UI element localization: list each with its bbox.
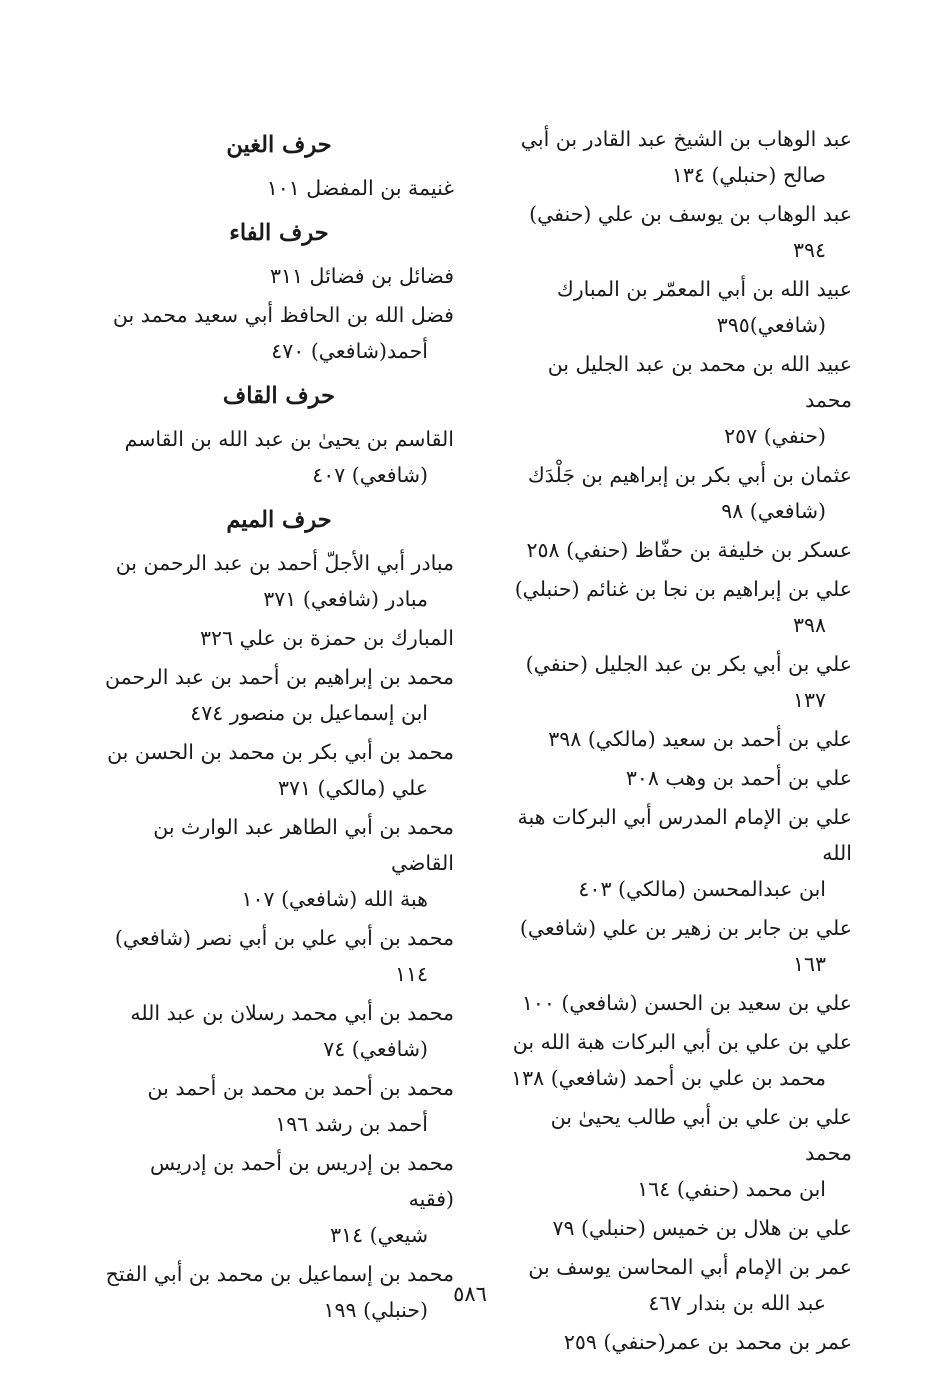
entry-line-2: ابن عبدالمحسن (مالكي) ٤٠٣ — [578, 877, 826, 901]
index-entry — [502, 457, 852, 529]
entry-line-2: ١٦٣ — [792, 952, 826, 976]
entry-line-1: المبارك بن حمزة بن علي ٣٢٦ — [200, 626, 454, 650]
entry-line-1: علي بن أحمد بن سعيد (مالكي) ٣٩٨ — [548, 727, 852, 751]
entry-line-1: عبد الوهاب بن الشيخ عبد القادر بن أبي — [520, 127, 852, 151]
entry-line-1: فضائل بن فضائل ٣١١ — [269, 264, 454, 288]
entry-line-2: محمد بن علي بن أحمد (شافعي) ١٣٨ — [511, 1066, 826, 1090]
section-heading: حرف الميم — [226, 507, 332, 533]
index-entry — [502, 1024, 852, 1096]
entry-line-1: محمد بن إدريس بن أحمد بن إدريس (فقيه — [150, 1151, 454, 1211]
entry-line-2: (شافعي) ٩٨ — [721, 499, 826, 523]
index-entry — [502, 985, 852, 1021]
entry-line-1: محمد بن إسماعيل بن محمد بن أبي الفتح — [105, 1262, 454, 1286]
entry-line-2: (شافعي) ٤٠٧ — [312, 463, 428, 487]
index-entry — [502, 271, 852, 343]
entry-line-2: صالح (حنبلي) ١٣٤ — [671, 163, 826, 187]
entry-line-2: (شافعي)٣٩٥ — [716, 313, 826, 337]
entry-line-2: (حنبلي) ١٩٩ — [323, 1298, 428, 1322]
entry-line-2: ابن إسماعيل بن منصور ٤٧٤ — [190, 701, 428, 725]
section-heading: حرف الفاء — [229, 220, 329, 246]
index-entry — [502, 571, 852, 643]
entry-line-2: ١٣٧ — [792, 688, 826, 712]
section-heading: حرف القاف — [222, 383, 336, 409]
entry-line-2: ١١٤ — [394, 962, 428, 986]
entry-line-2: علي (مالكي) ٣٧١ — [277, 776, 428, 800]
index-entry — [104, 920, 454, 992]
entry-line-2: (شافعي) ٧٤ — [323, 1037, 428, 1061]
index-entry — [104, 809, 454, 917]
entry-line-1: علي بن علي بن أبي طالب يحيىٰ بن محمد — [550, 1105, 852, 1165]
index-entry — [502, 1210, 852, 1246]
index-entry — [502, 799, 852, 907]
entry-line-1: مبادر أبي الأجلّ أحمد بن عبد الرحمن بن — [115, 551, 454, 575]
entry-line-1: علي بن هلال بن خميس (حنبلي) ٧٩ — [552, 1216, 852, 1240]
entry-line-2: ٣٩٤ — [792, 238, 826, 262]
entry-line-1: القاسم بن يحيىٰ بن عبد الله بن القاسم — [124, 427, 454, 451]
index-entry — [502, 646, 852, 718]
entry-line-1: عبد الوهاب بن يوسف بن علي (حنفي) — [529, 202, 852, 226]
index-entry — [104, 258, 454, 294]
entry-line-2: هبة الله (شافعي) ١٠٧ — [241, 887, 428, 911]
index-entry — [104, 620, 454, 656]
entry-line-1: محمد بن أبي علي بن أبي نصر (شافعي) — [114, 926, 454, 950]
index-entry — [104, 297, 454, 369]
entry-line-1: فضل الله بن الحافظ أبي سعيد محمد بن — [112, 303, 454, 327]
index-entry — [104, 995, 454, 1067]
index-entry — [104, 659, 454, 731]
entry-line-2: شيعي) ٣١٤ — [330, 1223, 428, 1247]
entry-line-1: عبيد الله بن أبي المعمّر بن المبارك — [556, 277, 852, 301]
index-entry — [104, 421, 454, 493]
page-number: ٥٨٦ — [453, 1282, 487, 1306]
index-entry — [502, 196, 852, 268]
index-entry — [502, 346, 852, 454]
section-heading: حرف الغين — [226, 132, 332, 158]
left-column — [104, 118, 454, 1331]
index-entry — [104, 734, 454, 806]
index-entry — [502, 532, 852, 568]
entry-line-1: علي بن سعيد بن الحسن (شافعي) ١٠٠ — [521, 991, 852, 1015]
index-entry — [104, 1145, 454, 1253]
entry-line-2: ابن محمد (حنفي) ١٦٤ — [637, 1177, 826, 1201]
index-entry — [502, 121, 852, 193]
entry-line-2: (حنفي) ٢٥٧ — [724, 424, 826, 448]
index-entry — [502, 760, 852, 796]
entry-line-1: عمر بن محمد بن عمر(حنفي) ٢٥٩ — [563, 1330, 852, 1354]
index-entry — [502, 1099, 852, 1207]
entry-line-1: عمر بن الإمام أبي المحاسن يوسف بن — [528, 1255, 852, 1279]
entry-line-1: غنيمة بن المفضل ١٠١ — [266, 176, 454, 200]
entry-line-1: محمد بن أبي بكر بن محمد بن الحسن بن — [107, 740, 454, 764]
entry-line-1: عثمان بن أبي بكر بن إبراهيم بن جَلْدَك — [527, 463, 852, 487]
index-entry — [104, 1070, 454, 1142]
entry-line-2: أحمد(شافعي) ٤٧٠ — [271, 339, 428, 363]
index-entry — [502, 1324, 852, 1360]
entry-line-1: محمد بن أحمد بن محمد بن أحمد بن — [147, 1076, 454, 1100]
index-entry — [502, 910, 852, 982]
entry-line-1: عسكر بن خليفة بن حفّاظ (حنفي) ٢٥٨ — [526, 538, 852, 562]
index-entry — [104, 545, 454, 617]
entry-line-1: علي بن أبي بكر بن عبد الجليل (حنفي) — [525, 652, 852, 676]
entry-line-2: ٣٩٨ — [792, 613, 826, 637]
entry-line-1: علي بن علي بن أبي البركات هبة الله بن — [512, 1030, 852, 1054]
entry-line-2: عبد الله بن بندار ٤٦٧ — [648, 1291, 826, 1315]
entry-line-1: عبيد الله بن محمد بن عبد الجليل بن محمد — [547, 352, 852, 412]
index-entry — [502, 721, 852, 757]
entry-line-1: محمد بن أبي الطاهر عبد الوارث بن القاضي — [153, 815, 454, 875]
entry-line-1: علي بن إبراهيم بن نجا بن غنائم (حنبلي) — [514, 577, 852, 601]
entry-line-2: أحمد بن رشد ١٩٦ — [275, 1112, 428, 1136]
right-column — [502, 118, 852, 1363]
index-entry — [104, 170, 454, 206]
entry-line-1: محمد بن أبي محمد رسلان بن عبد الله — [130, 1001, 454, 1025]
entry-line-2: مبادر (شافعي) ٣٧١ — [263, 587, 428, 611]
entry-line-1: علي بن أحمد بن وهب ٣٠٨ — [625, 766, 852, 790]
entry-line-1: محمد بن إبراهيم بن أحمد بن عبد الرحمن — [105, 665, 454, 689]
entry-line-1: علي بن الإمام المدرس أبي البركات هبة الله — [517, 805, 852, 865]
entry-line-1: علي بن جابر بن زهير بن علي (شافعي) — [519, 916, 852, 940]
